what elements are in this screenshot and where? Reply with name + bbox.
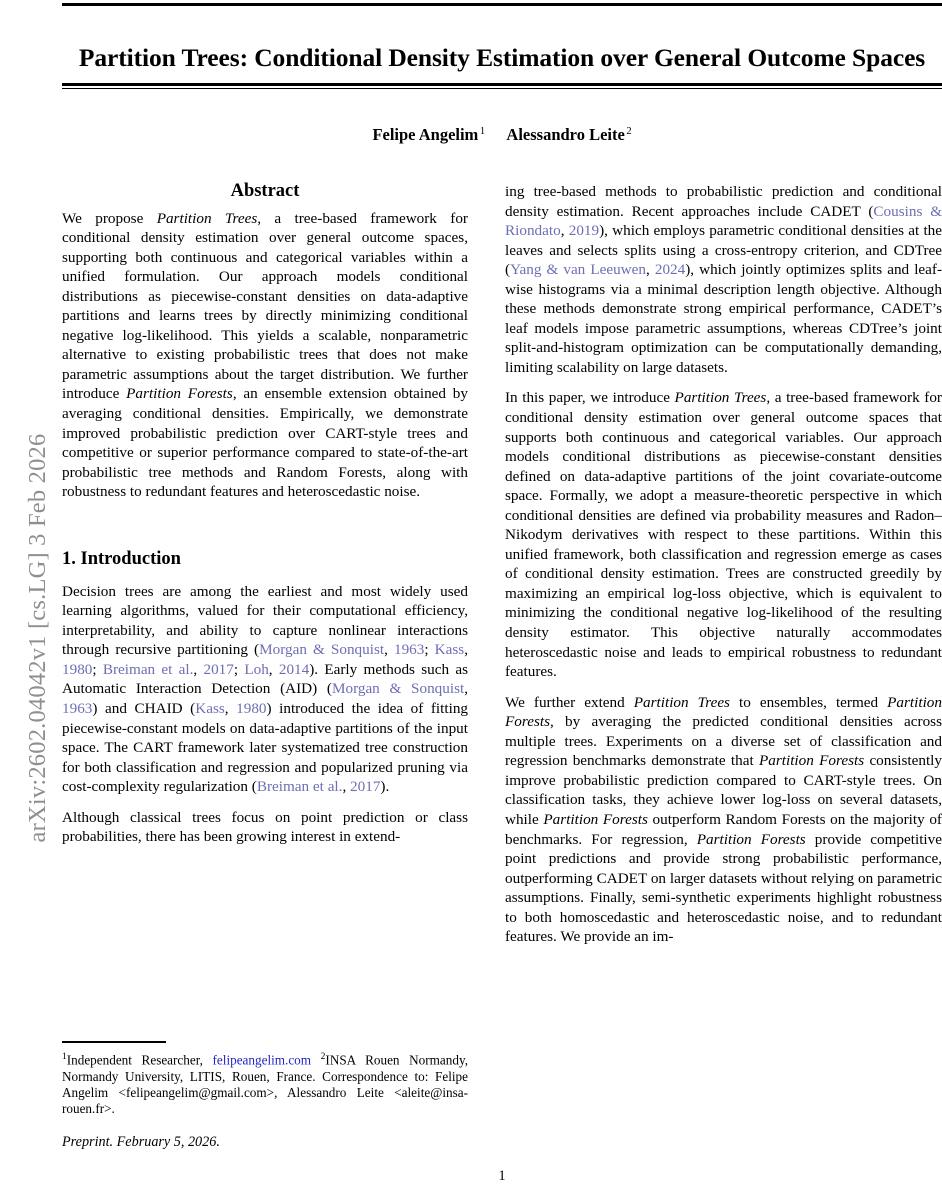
paragraph: We further extend Partition Trees to ensembles, termed Partition Forests, by averaging the predicted conditional densities across multiple trees. Experiments on a diverse set of classification and regression benchmarks demonstrate that Partition Forests consistently improve probabilistic prediction compared to CART-style trees. On classification tasks, they achieve lower log-loss on several datasets, while Partition Forests outperform Random Forests on the majority of benchmarks. For regression, Partition Forests provide competitive point predictions and provide strong probabilistic performance, outperforming CADET on larger datasets without relying on parametric assumptions. Finally, semi-synthetic experiments highlight robustness to both homoscedastic and heteroscedastic noise, and to redundant features. We provide an im- bbox=[505, 693, 942, 946]
preprint-notice: Preprint. February 5, 2026. bbox=[62, 1134, 220, 1151]
paper-page bbox=[62, 0, 942, 1200]
page-title: Partition Trees: Conditional Density Estimation over General Outcome Spaces bbox=[78, 43, 926, 73]
paragraph: Decision trees are among the earliest and most widely used learning algorithms, valued for their computational efficiency, interpretability, and ability to capture nonlinear interactions through recursive partitioning (Morgan & Sonquist, 1963; Kass, 1980; Breiman et al., 2017; Loh, 2014). Early methods such as Automatic Interaction Detection (AID) (Morgan & Sonquist, 1963) and CHAID (Kass, 1980) introduced the idea of fitting piecewise-constant models on data-adaptive partitions of the input space. The CART framework later systematized tree construction for both classification and regression and popularized pruning via cost-complexity regularization (Breiman et al., 2017). bbox=[62, 582, 469, 796]
column-right bbox=[505, 182, 942, 947]
arxiv-stamp bbox=[0, 0, 60, 1200]
paragraph: In this paper, we introduce Partition Trees, a tree-based framework for conditional density estimation over general outcome spaces that supports both continuous and categorical variables. Our approach models conditional distributions as piecewise-constant densities defined on data-adaptive partitions of the joint covariate-outcome space. Formally, we adopt a measure-theoretic perspective in which conditional densities are defined via probability measures and Radon–Nikodym derivatives with respect to these partitions. Within this unified framework, both classification and regression emerge as cases of conditional density estimation. Trees are constructed greedily by maximizing an empirical log-loss objective, which is equivalent to minimizing the conditional negative log-likelihood of the resulting density estimator. This objective naturally accommodates heteroscedastic noise and leads to empirical robustness to redundant features. bbox=[505, 389, 942, 681]
author-name: Alessandro Leite bbox=[506, 125, 625, 144]
author-entry bbox=[372, 125, 485, 144]
paragraph: ing tree-based methods to probabilistic prediction and conditional density estimation. Recent approaches include CADET (Cousins & Riondato, 2019), which employs parametric conditional densities at the leaves and selects splits using a cross-entropy criterion, and CDTree (Yang & van Leeuwen, 2024), which jointly optimizes splits and leaf-wise histograms via a minimal description length objective. Although these methods demonstrate strong empirical performance, CADET’s leaf models impose parametric assumptions, whereas CDTree’s joint split-and-histogram optimization can be computationally demanding, limiting scalability on large datasets. bbox=[505, 183, 942, 376]
author-name: Felipe Angelim bbox=[372, 125, 479, 144]
arxiv-stamp-text: arXiv:2602.04042v1 [cs.LG] 3 Feb 2026 bbox=[24, 433, 51, 843]
paragraph-continued-right: Although classical trees focus on point prediction or class probabilities, there has been growing interest in extend- bbox=[62, 808, 468, 846]
author-entry bbox=[506, 125, 631, 144]
header-rule-bottom-thin bbox=[62, 88, 942, 89]
footnote-block bbox=[62, 1041, 468, 1165]
header-rule-bottom bbox=[62, 83, 942, 86]
header-rule-top bbox=[62, 3, 942, 6]
section-spacer bbox=[62, 502, 468, 548]
author-affiliation-marker: 2 bbox=[626, 125, 632, 137]
section-heading-introduction: 1. Introduction bbox=[62, 548, 181, 569]
abstract-body: We propose Partition Trees, a tree-based framework for conditional density estimation over general outcome spaces, supporting both continuous and categorical variables within a unified formulation. Our approach models conditional distributions as piecewise-constant densities on data-adaptive partitions and learns trees by directly minimizing conditional negative log-likelihood. This yields a scalable, nonparametric alternative to existing probabilistic trees that does not make parametric assumptions about the target distribution. We further introduce Partition Forests, an ensemble extension obtained by averaging conditional densities. Empirically, we demonstrate improved probabilistic prediction over CART-style trees and competitive or superior performance compared to state-of-the-art probabilistic tree methods and Random Forests, along with robustness to redundant features and heteroscedastic noise. bbox=[62, 209, 468, 501]
abstract-heading: Abstract bbox=[230, 181, 300, 201]
footnote-separator-rule bbox=[62, 1041, 166, 1043]
authors-line bbox=[62, 125, 942, 145]
column-left bbox=[62, 182, 468, 847]
heading-spacer bbox=[62, 570, 468, 582]
author-affiliation-marker: 1 bbox=[479, 125, 486, 137]
footnote-affiliations: $^1$Independent Researcher, felipeangelim.com $^2$INSA Rouen Normandy, Normandy University, LITIS, Rouen, France. Correspondence to: Felipe Angelim <felipeangelim@gmail.com>, Alessandro Leite <aleite@insa-rouen.fr>. bbox=[62, 1052, 468, 1116]
page-number: 1 bbox=[498, 1168, 506, 1184]
